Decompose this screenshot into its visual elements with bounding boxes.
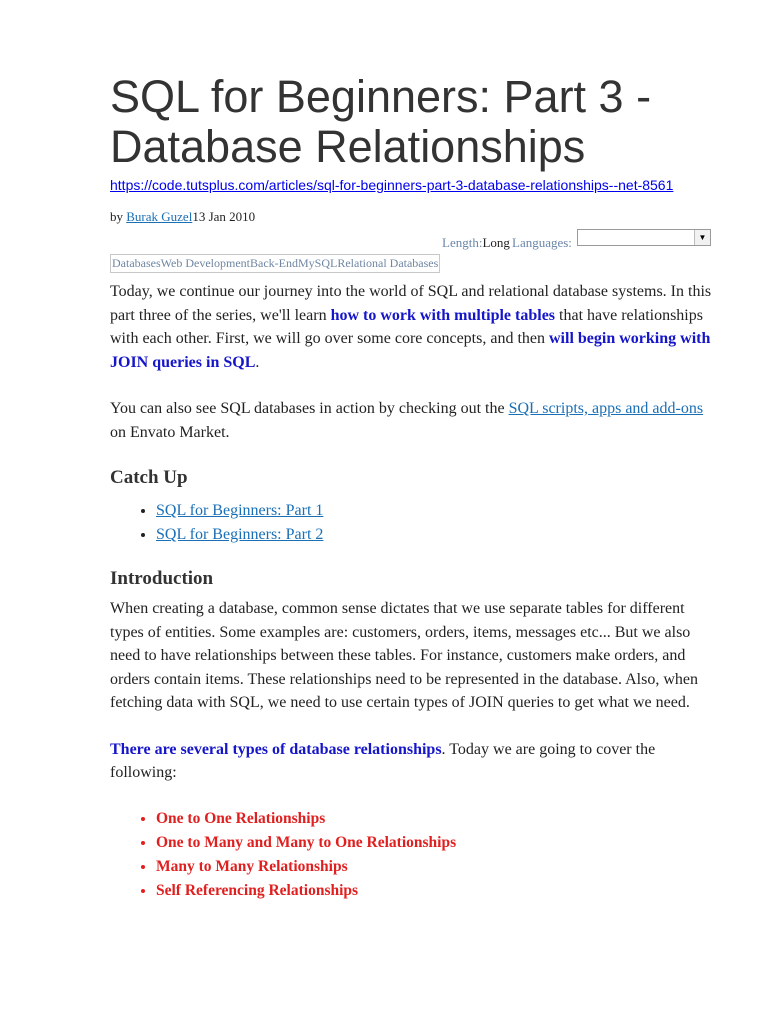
list-item: • One to Many and Many to One Relationships	[156, 831, 720, 855]
relationship-types-text: . Today we are going to cover the following:	[110, 740, 656, 781]
intro-text-1: Today, we continue our journey into the world of SQL and relational database systems. In this part three of the series, we'll learn	[110, 283, 712, 324]
tag-item[interactable]: Relational Databases	[337, 256, 439, 270]
tag-item[interactable]: MySQL	[297, 256, 338, 270]
length-label: Length:	[442, 235, 483, 250]
envato-paragraph	[110, 397, 720, 444]
languages-select[interactable]	[577, 229, 711, 246]
by-prefix: by	[110, 209, 127, 224]
part-1-link[interactable]: SQL for Beginners: Part 1	[156, 502, 324, 519]
introduction-heading: Introduction	[110, 568, 214, 589]
tag-item[interactable]: Back-End	[250, 256, 298, 270]
length-value: Long	[482, 235, 510, 250]
list-item: • One to One Relationships	[156, 807, 720, 831]
page-title: SQL for Beginners: Part 3 - Database Relationships	[110, 71, 652, 172]
envato-text-2: on Envato Market.	[110, 423, 230, 441]
article	[110, 0, 720, 903]
list-item: • Many to Many Relationships	[156, 855, 720, 879]
tag-list	[110, 254, 440, 273]
part-2-link[interactable]: SQL for Beginners: Part 2	[156, 526, 324, 543]
list-item	[156, 523, 720, 547]
publish-date: 13 Jan 2010	[192, 209, 256, 224]
dropdown-arrow-icon[interactable]: ▼	[694, 230, 710, 245]
length-meta	[442, 235, 510, 251]
intro-text-3: .	[255, 353, 260, 371]
envato-text-1: You can also see SQL databases in action by checking out the	[110, 400, 509, 417]
envato-market-link[interactable]: SQL scripts, apps and add-ons	[508, 400, 704, 417]
list-item: • Self Referencing Relationships	[156, 879, 720, 903]
intro-text-2: that have relationships with each other. First, we will go over some core concepts, and then	[110, 306, 703, 347]
catch-up-list	[110, 499, 720, 547]
author-link[interactable]: Burak Guzel	[126, 209, 193, 224]
highlight-multiple-tables: how to work with multiple tables	[330, 306, 556, 324]
byline	[110, 209, 720, 225]
tag-item[interactable]: Web Development	[160, 256, 250, 270]
relationship-types-list	[110, 807, 720, 903]
languages-label: Languages:	[512, 235, 572, 250]
intro-paragraph	[110, 280, 720, 374]
highlight-join-queries: will begin working with JOIN queries in SQL	[110, 330, 711, 371]
introduction-paragraph: When creating a database, common sense dictates that we use separate tables for different types of entities. Some examples are: customers, orders, items, messages etc... But we also need to have relationships between these tables. For instance, customers make orders, and orders contain items. These relationships need to be represented in the database. Also, when fetching data with SQL, we need to use certain types of JOIN queries to get what we need.	[110, 600, 698, 711]
source-url-link[interactable]: https://code.tutsplus.com/articles/sql-for-beginners-part-3-database-relationships--net-8561	[110, 177, 674, 193]
list-item	[156, 499, 720, 523]
relationship-types-highlight: There are several types of database relationships	[110, 740, 442, 758]
catch-up-heading: Catch Up	[110, 467, 188, 488]
tag-item[interactable]: Databases	[112, 256, 161, 270]
relationship-types-paragraph	[110, 738, 720, 785]
meta-row	[110, 229, 720, 251]
